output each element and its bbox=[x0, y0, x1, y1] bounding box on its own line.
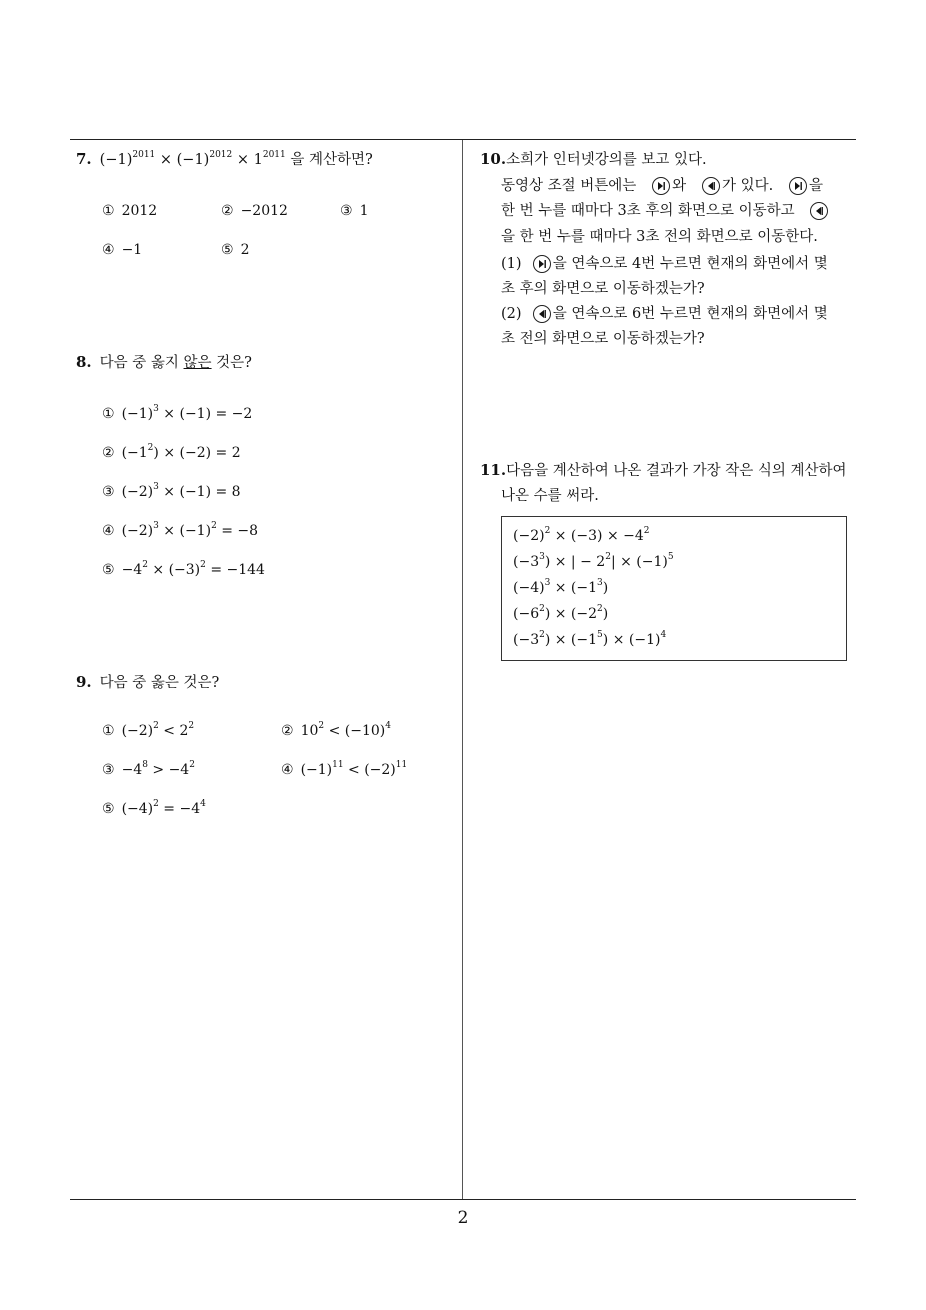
question-number: 7. bbox=[76, 150, 92, 168]
q10-line-2: 한 번 누를 때마다 3초 후의 화면으로 이동하고 bbox=[501, 201, 830, 221]
question-8: 8. 다음 중 옳지 않은 것은? bbox=[76, 353, 252, 371]
column-divider bbox=[462, 140, 463, 1200]
rewind-button-icon bbox=[533, 305, 551, 323]
q8-option-2[interactable]: ② $(-1^2) \times (-2) = 2$ bbox=[102, 443, 241, 461]
q7-option-2[interactable]: ② −2012 bbox=[221, 203, 288, 219]
q10-part-1: (1) 을 연속으로 4번 누르면 현재의 화면에서 몇 bbox=[501, 256, 828, 272]
forward-button-icon bbox=[652, 177, 670, 195]
q10-line-3: 을 한 번 누를 때마다 3초 전의 화면으로 이동한다. bbox=[501, 229, 818, 245]
q8-option-3[interactable]: ③ $(-2)^3 \times (-1) = 8$ bbox=[102, 482, 241, 500]
q8-option-5[interactable]: ⑤ $-4^2 \times (-3)^2 = -144$ bbox=[102, 560, 265, 578]
question-7: 7. $(-1)^{2011} \times (-1)^{2012} \times 1^{2011}$ 을 계산하면? bbox=[76, 150, 373, 168]
q9-option-5[interactable]: ⑤ $(-4)^2 = -4^4$ bbox=[102, 799, 206, 817]
q9-option-2[interactable]: ② $10^2 < (-10)^4$ bbox=[281, 721, 391, 739]
question-10: 10.소희가 인터넷강의를 보고 있다. bbox=[480, 150, 707, 168]
question-9: 9. 다음 중 옳은 것은? bbox=[76, 673, 220, 691]
q9-option-3[interactable]: ③ $-4^8 > -4^2$ bbox=[102, 760, 195, 778]
top-rule bbox=[70, 139, 856, 140]
rewind-button-icon bbox=[810, 202, 828, 220]
box-expression-5: $(-3^2) \times (-1^5) \times (-1)^4$ bbox=[513, 630, 667, 648]
q9-option-4[interactable]: ④ $(-1)^{11} < (-2)^{11}$ bbox=[281, 760, 408, 778]
q10-part-2-cont: 초 전의 화면으로 이동하겠는가? bbox=[501, 331, 705, 347]
rewind-button-icon bbox=[702, 177, 720, 195]
q7-option-4[interactable]: ④ −1 bbox=[102, 242, 143, 258]
q10-part-1-cont: 초 후의 화면으로 이동하겠는가? bbox=[501, 281, 705, 297]
q7-option-3[interactable]: ③ 1 bbox=[340, 203, 369, 219]
forward-button-icon bbox=[533, 255, 551, 273]
q9-option-1[interactable]: ① $(-2)^2 < 2^2$ bbox=[102, 721, 195, 739]
box-expression-3: $(-4)^3 \times (-1^3)$ bbox=[513, 578, 609, 596]
q8-option-1[interactable]: ① $(-1)^3 \times (-1) = -2$ bbox=[102, 404, 253, 422]
question-11: 11.다음을 계산하여 나온 결과가 가장 작은 식의 계산하여 bbox=[480, 461, 847, 479]
question-number: 9. bbox=[76, 673, 92, 691]
box-expression-1: $(-2)^2 \times (-3) \times -4^2$ bbox=[513, 526, 650, 544]
q7-option-1[interactable]: ① 2012 bbox=[102, 203, 158, 219]
page-number: 2 bbox=[457, 1208, 469, 1228]
q10-part-2: (2) 을 연속으로 6번 누르면 현재의 화면에서 몇 bbox=[501, 306, 828, 322]
q11-line-2: 나온 수를 써라. bbox=[501, 488, 599, 504]
question-number: 10. bbox=[480, 150, 507, 168]
bottom-rule bbox=[70, 1199, 856, 1200]
box-expression-4: $(-6^2) \times (-2^2)$ bbox=[513, 604, 609, 622]
q7-option-5[interactable]: ⑤ 2 bbox=[221, 242, 250, 258]
question-number: 8. bbox=[76, 353, 92, 371]
box-expression-2: $(-3^3)$ × | − $2^2| \times (-1)^5$ bbox=[513, 552, 674, 570]
forward-button-icon bbox=[789, 177, 807, 195]
q10-line-1: 동영상 조절 버튼에는 와 가 있다. 을 bbox=[501, 178, 824, 194]
q8-option-4[interactable]: ④ $(-2)^3 \times (-1)^2 = -8$ bbox=[102, 521, 259, 539]
question-number: 11. bbox=[480, 461, 507, 479]
